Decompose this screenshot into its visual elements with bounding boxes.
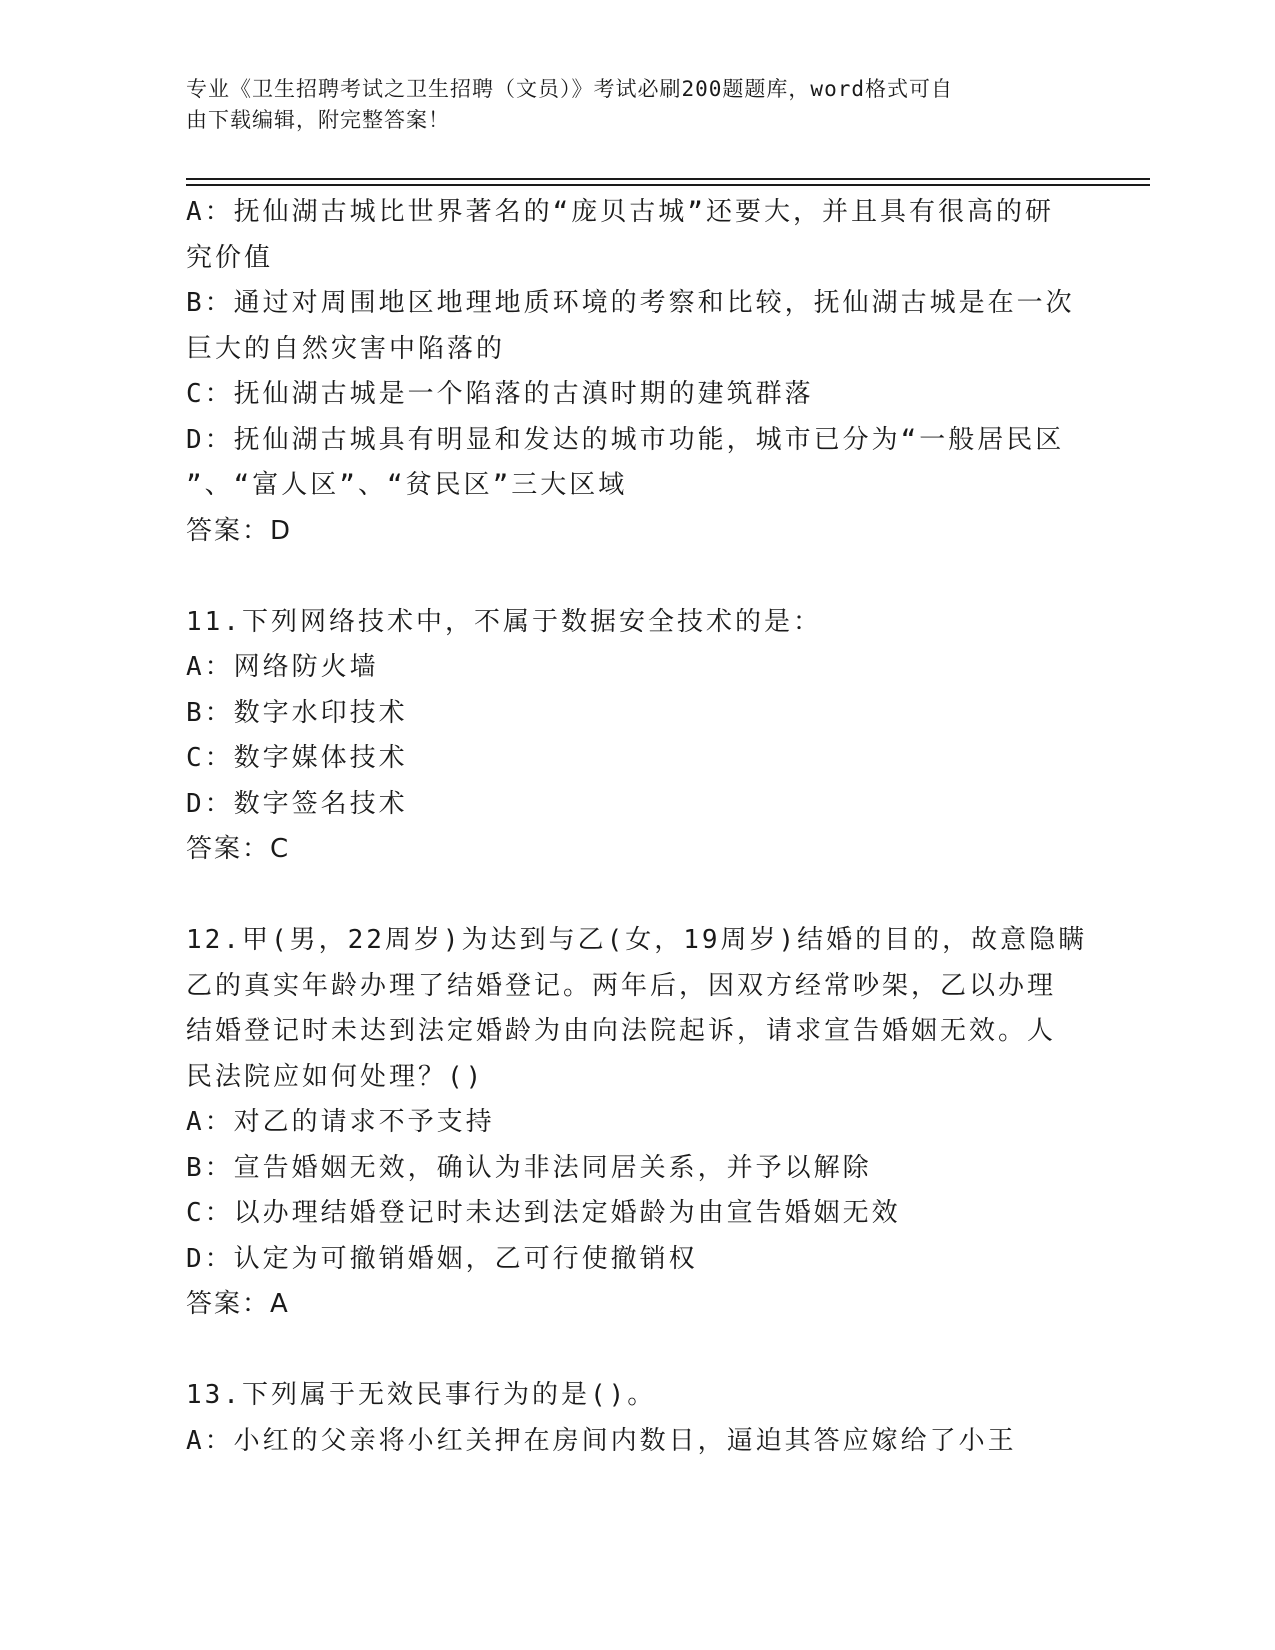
spacer (186, 873, 1086, 919)
q11-option-a: A：网络防火墙 (186, 652, 379, 682)
q10-option-c: C：抚仙湖古城是一个陷落的古滇时期的建筑群落 (186, 379, 814, 409)
q11-option-d: D：数字签名技术 (186, 788, 408, 819)
question-11 (186, 600, 1086, 873)
q12-question-line-1: 12.甲(男，22周岁)为达到与乙(女，19周岁)结婚的目的，故意隐瞒 (186, 925, 1088, 955)
q12-answer: 答案：A (186, 1289, 290, 1319)
q11-question: 11.下列网络技术中，不属于数据安全技术的是： (186, 606, 822, 637)
q11-option-b: B：数字水印技术 (186, 697, 408, 728)
header-line-1: 专业《卫生招聘考试之卫生招聘（文员）》考试必刷200题题库，word格式可自 (186, 77, 953, 101)
q12-question-line-3: 结婚登记时未达到法定婚龄为由向法院起诉，请求宣告婚姻无效。人 (186, 1016, 1057, 1046)
q12-option-d: D：认定为可撤销婚姻，乙可行使撤销权 (186, 1243, 698, 1274)
header-line-2: 由下载编辑，附完整答案！ (186, 108, 450, 132)
q10-option-b-line-1: B：通过对周围地区地理地质环境的考察和比较，抚仙湖古城是在一次 (186, 288, 1075, 318)
question-12 (186, 918, 1086, 1328)
spacer (186, 1328, 1086, 1374)
question-13 (186, 1373, 1086, 1464)
q10-option-a-line-2: 究价值 (186, 242, 274, 273)
q10-option-b-line-2: 巨大的自然灾害中陷落的 (186, 333, 506, 364)
header-divider-bottom (186, 184, 1150, 186)
q10-option-d-line-1: D：抚仙湖古城具有明显和发达的城市功能，城市已分为“一般居民区 (186, 424, 1065, 455)
document-header (186, 74, 1076, 136)
q12-option-a: A：对乙的请求不予支持 (186, 1107, 495, 1137)
q12-option-b: B：宣告婚姻无效，确认为非法同居关系，并予以解除 (186, 1152, 872, 1183)
q10-answer: 答案：D (186, 515, 293, 546)
header-divider-top (186, 178, 1150, 180)
q12-option-c: C：以办理结婚登记时未达到法定婚龄为由宣告婚姻无效 (186, 1198, 901, 1228)
document-body (186, 190, 1086, 1464)
q12-question-line-2: 乙的真实年龄办理了结婚登记。两年后，因双方经常吵架，乙以办理 (186, 970, 1057, 1001)
q11-option-c: C：数字媒体技术 (186, 743, 408, 773)
question-10-options (186, 190, 1086, 554)
q13-option-a: A：小红的父亲将小红关押在房间内数日，逼迫其答应嫁给了小王 (186, 1425, 1017, 1456)
q10-option-d-line-2: ”、“富人区”、“贫民区”三大区域 (186, 470, 628, 500)
q12-question-line-4: 民法院应如何处理？() (186, 1061, 485, 1092)
spacer (186, 554, 1086, 600)
q10-option-a-line-1: A：抚仙湖古城比世界著名的“庞贝古城”还要大，并且具有很高的研 (186, 197, 1054, 227)
q13-question: 13.下列属于无效民事行为的是()。 (186, 1380, 657, 1410)
q11-answer: 答案：C (186, 834, 291, 864)
